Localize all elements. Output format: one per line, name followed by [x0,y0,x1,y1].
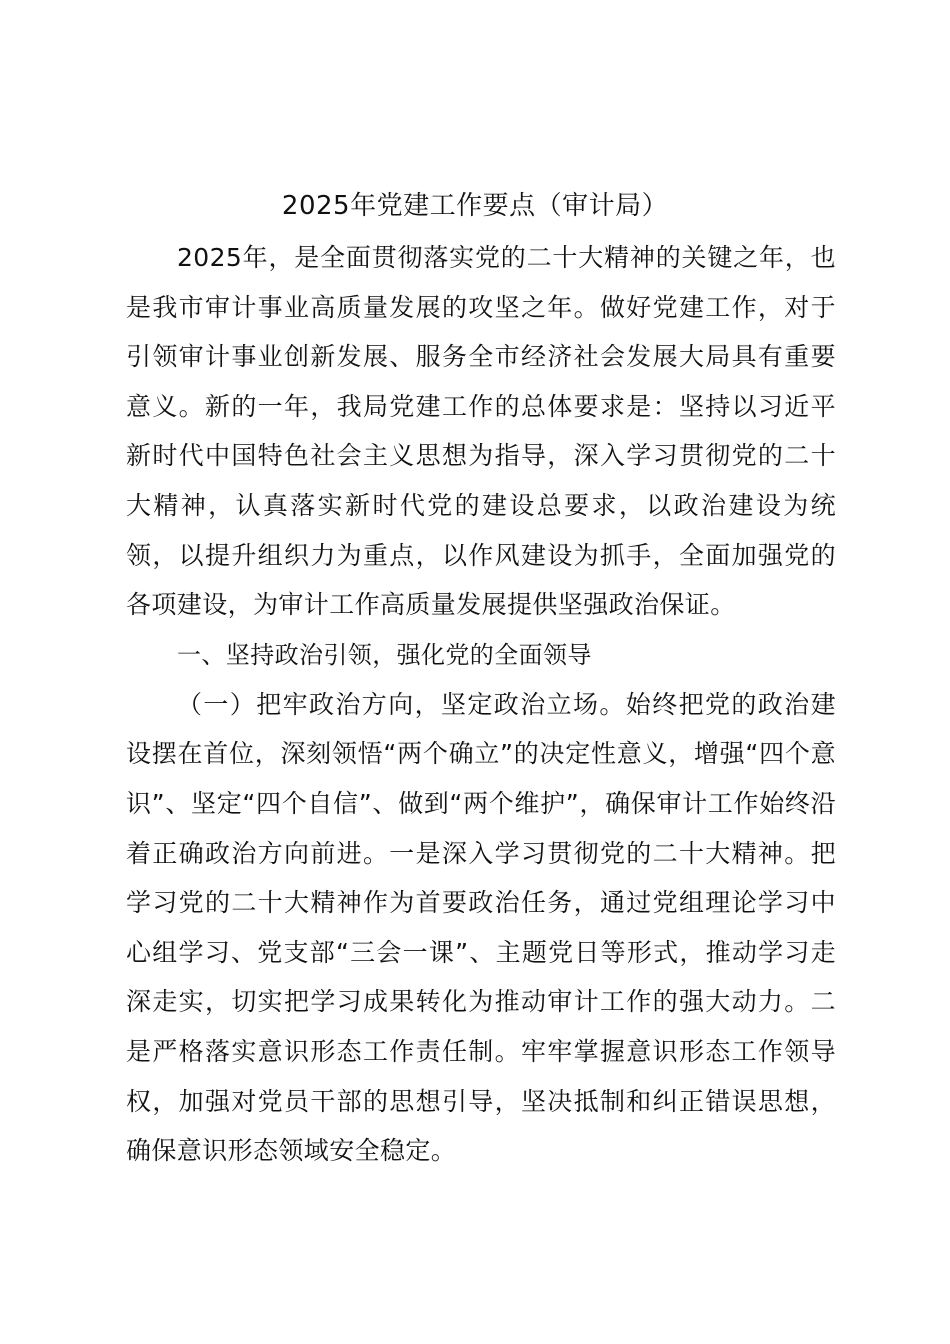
section-heading: 一、坚持政治引领，强化党的全面领导 [177,640,592,669]
subsection-paragraph: （一）把牢政治方向，坚定政治立场。始终把党的政治建设摆在首位，深刻领悟“两个确立”的决定性意义，增强“四个意识”、坚定“四个自信”、做到“两个维护”，确保审计工作始终沿着正确政治方向前进。一是深入学习贯彻党的二十大精神。把学习党的二十大精神作为首要政治任务，通过党组理论学习中心组学习、党支部“三会一课”、主题党日等形式，推动学习走深走实，切实把学习成果转化为推动审计工作的强大动力。二是严格落实意识形态工作责任制。牢牢掌握意识形态工作领导权，加强对党员干部的思想引导，坚决抵制和纠正错误思想，确保意识形态领域安全稳定。 [126,689,836,1166]
intro-paragraph: 2025年，是全面贯彻落实党的二十大精神的关键之年，也是我市审计事业高质量发展的攻坚之年。做好党建工作，对于引领审计事业创新发展、服务全市经济社会发展大局具有重要意义。新的一年，我局党建工作的总体要求是：坚持以习近平新时代中国特色社会主义思想为指导，深入学习贯彻党的二十大精神，认真落实新时代党的建设总要求，以政治建设为统领，以提升组织力为重点，以作风建设为抓手，全面加强党的各项建设，为审计工作高质量发展提供坚强政治保证。 [126,243,836,620]
document-title: 2025年党建工作要点（审计局） [281,191,669,221]
document-body [126,233,836,1176]
